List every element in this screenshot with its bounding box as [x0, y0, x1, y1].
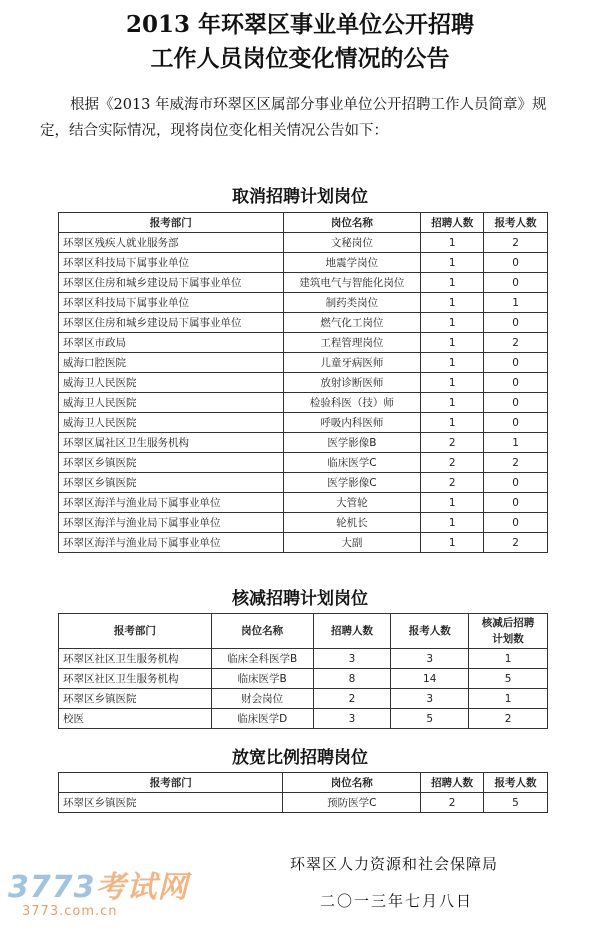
- table-cell: 1: [421, 273, 484, 293]
- table-row: [59, 513, 548, 533]
- table-cell: 轮机长: [283, 513, 421, 533]
- table-cell: 1: [421, 333, 484, 353]
- table-row: [59, 393, 548, 413]
- table-cell: 3: [313, 709, 391, 729]
- cancel-table: [58, 212, 548, 553]
- table-cell: 14: [391, 669, 469, 689]
- header-dept: 报考部门: [59, 213, 284, 233]
- table-header-row: [59, 614, 548, 649]
- header-post: 岗位名称: [283, 773, 421, 793]
- table-cell: 1: [421, 293, 484, 313]
- table-row: [59, 293, 548, 313]
- header-dept: 报考部门: [59, 773, 283, 793]
- table-cell: 环翠区乡镇医院: [59, 453, 284, 473]
- table-cell: 1: [421, 533, 484, 553]
- watermark-brand-number: 3773: [8, 870, 96, 905]
- table-row: [59, 233, 548, 253]
- watermark-brand: [8, 862, 189, 906]
- table-cell: 1: [421, 353, 484, 373]
- header-post: 岗位名称: [211, 614, 313, 649]
- table-cell: 1: [421, 373, 484, 393]
- table-cell: 0: [484, 273, 548, 293]
- section-title-reduce: 核减招聘计划岗位: [232, 589, 368, 609]
- table-cell: 环翠区残疾人就业服务部: [59, 233, 284, 253]
- table-cell: 医学影像B: [283, 433, 421, 453]
- table-cell: 2: [421, 473, 484, 493]
- table-cell: 威海卫人民医院: [59, 413, 284, 433]
- table-cell: 5: [391, 709, 469, 729]
- table-cell: 1: [421, 233, 484, 253]
- table-cell: 1: [421, 493, 484, 513]
- table-cell: 2: [484, 333, 548, 353]
- table-cell: 环翠区属社区卫生服务机构: [59, 433, 284, 453]
- table-row: [59, 793, 548, 813]
- table-cell: 制药类岗位: [283, 293, 421, 313]
- table-cell: 临床医学B: [211, 669, 313, 689]
- table-cell: 2: [484, 233, 548, 253]
- table-row: [59, 253, 548, 273]
- table-cell: 医学影像C: [283, 473, 421, 493]
- table-cell: 3: [391, 689, 469, 709]
- table-cell: 临床医学C: [283, 453, 421, 473]
- watermark-logo: [8, 862, 189, 919]
- intro-paragraph: 根据《2013 年威海市环翠区区属部分事业单位公开招聘工作人员简章》规定，结合实际情况，现将岗位变化相关情况公告如下：: [40, 97, 547, 139]
- table-row: [59, 453, 548, 473]
- table-cell: 1: [421, 413, 484, 433]
- header-reduced-plan-line2: 计划数: [492, 633, 524, 645]
- table-cell: 2: [484, 453, 548, 473]
- title-line-1: 2013 年环翠区事业单位公开招聘: [125, 11, 475, 38]
- table-row: [59, 493, 548, 513]
- table-cell: 环翠区科技局下属事业单位: [59, 293, 284, 313]
- table-cell: 临床医学D: [211, 709, 313, 729]
- table-cell: 财会岗位: [211, 689, 313, 709]
- table-cell: 大管轮: [283, 493, 421, 513]
- table-row: [59, 333, 548, 353]
- table-cell: 1: [421, 313, 484, 333]
- table-cell: 文秘岗位: [283, 233, 421, 253]
- header-post: 岗位名称: [283, 213, 421, 233]
- table-cell: 1: [469, 689, 548, 709]
- table-cell: 临床全科医学B: [211, 649, 313, 669]
- table-cell: 威海口腔医院: [59, 353, 284, 373]
- table-cell: 环翠区海洋与渔业局下属事业单位: [59, 493, 284, 513]
- table-cell: 燃气化工岗位: [283, 313, 421, 333]
- table-cell: 8: [313, 669, 391, 689]
- table-cell: 威海卫人民医院: [59, 393, 284, 413]
- table-cell: 1: [484, 433, 548, 453]
- table-cell: 0: [484, 253, 548, 273]
- table-cell: 2: [313, 689, 391, 709]
- table-cell: 大副: [283, 533, 421, 553]
- table-cell: 0: [484, 513, 548, 533]
- table-row: [59, 533, 548, 553]
- header-applicant-count: 报考人数: [484, 773, 548, 793]
- table-cell: 预防医学C: [283, 793, 421, 813]
- table-cell: 0: [484, 373, 548, 393]
- header-applicant-count: 报考人数: [484, 213, 548, 233]
- table-cell: 环翠区乡镇医院: [59, 689, 212, 709]
- table-cell: 5: [484, 793, 548, 813]
- table-cell: 5: [469, 669, 548, 689]
- table-header-row: [59, 773, 548, 793]
- table-cell: 威海卫人民医院: [59, 373, 284, 393]
- table-cell: 0: [484, 313, 548, 333]
- header-hire-count: 招聘人数: [421, 213, 484, 233]
- table-cell: 放射诊断医师: [283, 373, 421, 393]
- table-cell: 0: [484, 413, 548, 433]
- table-cell: 1: [469, 649, 548, 669]
- header-applicant-count: 报考人数: [391, 614, 469, 649]
- watermark-brand-text: 考试网: [95, 870, 189, 905]
- table-cell: 2: [421, 453, 484, 473]
- table-row: [59, 473, 548, 493]
- table-cell: 1: [421, 253, 484, 273]
- table-row: [59, 669, 548, 689]
- table-cell: 检验科医（技）师: [283, 393, 421, 413]
- table-row: [59, 709, 548, 729]
- table-cell: 环翠区乡镇医院: [59, 793, 283, 813]
- table-cell: 环翠区住房和城乡建设局下属事业单位: [59, 273, 284, 293]
- table-cell: 0: [484, 393, 548, 413]
- table-cell: 环翠区住房和城乡建设局下属事业单位: [59, 313, 284, 333]
- table-cell: 建筑电气与智能化岗位: [283, 273, 421, 293]
- table-cell: 校医: [59, 709, 212, 729]
- table-row: [59, 313, 548, 333]
- table-header-row: [59, 213, 548, 233]
- reduce-table: [58, 613, 548, 729]
- table-cell: 1: [484, 293, 548, 313]
- header-dept: 报考部门: [59, 614, 212, 649]
- table-cell: 3: [391, 649, 469, 669]
- table-cell: 儿童牙病医师: [283, 353, 421, 373]
- header-reduced-plan-line1: 核减后招聘: [481, 617, 535, 629]
- section-title-cancel: 取消招聘计划岗位: [232, 187, 368, 207]
- table-cell: 1: [421, 513, 484, 533]
- table-cell: 环翠区乡镇医院: [59, 473, 284, 493]
- table-cell: 环翠区科技局下属事业单位: [59, 253, 284, 273]
- signature-org: 环翠区人力资源和社会保障局: [290, 855, 499, 873]
- table-cell: 3: [313, 649, 391, 669]
- table-cell: 0: [484, 493, 548, 513]
- table-row: [59, 273, 548, 293]
- title-line-2: 工作人员岗位变化情况的公告: [150, 45, 450, 72]
- header-reduced-plan: [469, 614, 548, 649]
- header-hire-count: 招聘人数: [313, 614, 391, 649]
- table-cell: 环翠区海洋与渔业局下属事业单位: [59, 513, 284, 533]
- table-cell: 2: [469, 709, 548, 729]
- table-cell: 环翠区社区卫生服务机构: [59, 649, 212, 669]
- table-row: [59, 353, 548, 373]
- table-cell: 2: [484, 533, 548, 553]
- table-cell: 环翠区社区卫生服务机构: [59, 669, 212, 689]
- table-row: [59, 373, 548, 393]
- table-row: [59, 689, 548, 709]
- table-cell: 2: [421, 793, 484, 813]
- table-cell: 环翠区海洋与渔业局下属事业单位: [59, 533, 284, 553]
- watermark-site: 3773.com.cn: [22, 904, 118, 919]
- table-cell: 工程管理岗位: [283, 333, 421, 353]
- section-title-relax: 放宽比例招聘岗位: [232, 748, 368, 768]
- table-cell: 0: [484, 353, 548, 373]
- table-cell: 1: [421, 393, 484, 413]
- table-cell: 2: [421, 433, 484, 453]
- table-cell: 环翠区市政局: [59, 333, 284, 353]
- table-row: [59, 433, 548, 453]
- header-hire-count: 招聘人数: [421, 773, 484, 793]
- table-cell: 地震学岗位: [283, 253, 421, 273]
- relax-table: [58, 772, 548, 813]
- table-cell: 呼吸内科医师: [283, 413, 421, 433]
- table-row: [59, 649, 548, 669]
- table-row: [59, 413, 548, 433]
- signature-date: 二〇一三年七月八日: [320, 892, 474, 910]
- table-cell: 0: [484, 473, 548, 493]
